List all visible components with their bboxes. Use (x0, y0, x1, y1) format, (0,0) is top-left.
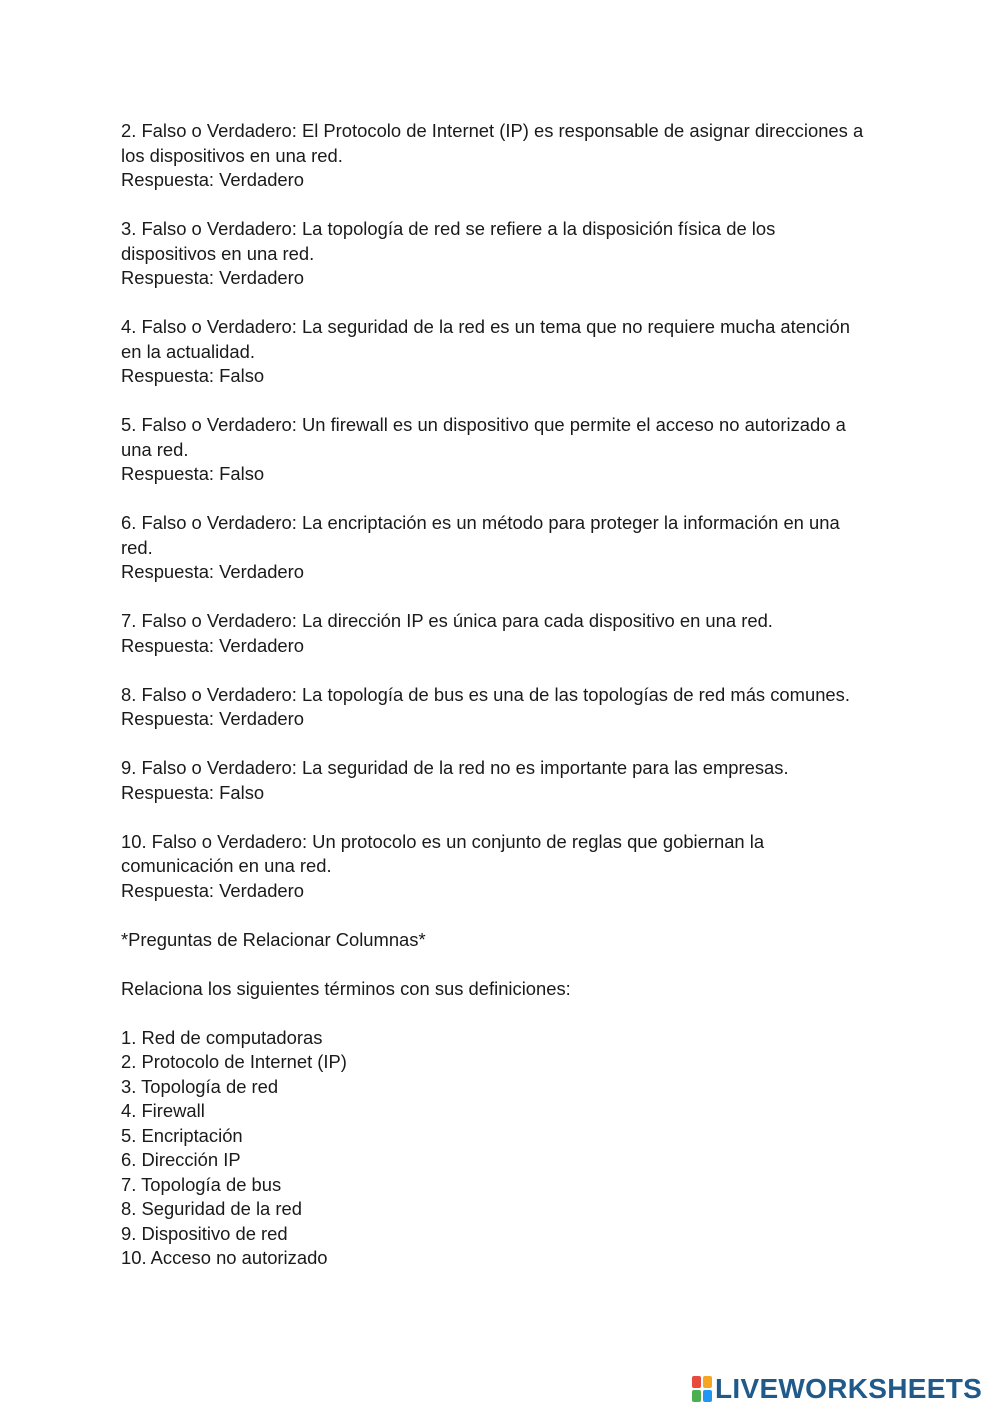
question-2 (121, 119, 881, 193)
question-10 (121, 830, 881, 904)
question-text-line: 3. Falso o Verdadero: La topología de red se refiere a la disposición física de los (121, 218, 776, 239)
question-text-line: dispositivos en una red. (121, 242, 315, 264)
question-7 (121, 609, 881, 658)
list-item: 9. Dispositivo de red (121, 1222, 288, 1244)
answer-text: Respuesta: Verdadero (121, 708, 305, 729)
section-heading (121, 928, 881, 953)
logo-tile (703, 1376, 712, 1388)
instruction-text: Relaciona los siguientes términos con sus definiciones: (121, 977, 571, 999)
question-5 (121, 413, 881, 487)
question-6 (121, 511, 881, 585)
question-text-line: 9. Falso o Verdadero: La seguridad de la red no es importante para las empresas. (121, 757, 789, 778)
question-8 (121, 683, 881, 732)
answer-text: Respuesta: Falso (121, 365, 265, 386)
question-3 (121, 217, 881, 291)
answer-text: Respuesta: Verdadero (121, 561, 305, 582)
list-item: 1. Red de computadoras (121, 1026, 323, 1048)
question-text-line: 5. Falso o Verdadero: Un firewall es un dispositivo que permite el acceso no autorizado a (121, 414, 846, 435)
brand-name: LIVEWORKSHEETS (715, 1373, 983, 1404)
answer-text: Respuesta: Verdadero (121, 267, 305, 288)
section-heading-text: *Preguntas de Relacionar Columnas* (121, 928, 426, 950)
question-text-line: 7. Falso o Verdadero: La dirección IP es única para cada dispositivo en una red. (121, 610, 773, 631)
question-text-line: en la actualidad. (121, 340, 255, 362)
list-item: 3. Topología de red (121, 1075, 279, 1097)
question-text-line: red. (121, 536, 153, 558)
question-text-line: 2. Falso o Verdadero: El Protocolo de Internet (IP) es responsable de asignar direcciones a (121, 120, 864, 141)
list-item: 5. Encriptación (121, 1124, 243, 1146)
answer-text: Respuesta: Falso (121, 463, 265, 484)
question-9 (121, 756, 881, 805)
logo-tile (692, 1376, 701, 1388)
answer-text: Respuesta: Verdadero (121, 169, 305, 190)
list-item: 2. Protocolo de Internet (IP) (121, 1051, 347, 1072)
question-text-line: 8. Falso o Verdadero: La topología de bus es una de las topologías de red más comunes. (121, 683, 850, 705)
list-item: 8. Seguridad de la red (121, 1198, 302, 1219)
logo-tile (692, 1390, 701, 1402)
list-item: 10. Acceso no autorizado (121, 1247, 328, 1268)
list-item: 4. Firewall (121, 1100, 205, 1121)
question-text-line: 4. Falso o Verdadero: La seguridad de la red es un tema que no requiere mucha atención (121, 316, 850, 337)
logo-tile (703, 1390, 712, 1402)
question-text-line: los dispositivos en una red. (121, 144, 343, 166)
answer-text: Respuesta: Falso (121, 781, 265, 803)
list-item: 6. Dirección IP (121, 1149, 241, 1170)
answer-text: Respuesta: Verdadero (121, 879, 305, 901)
list-item: 7. Topología de bus (121, 1173, 282, 1195)
liveworksheets-brand (692, 1374, 982, 1404)
terms-list (121, 1026, 881, 1271)
instruction (121, 977, 881, 1002)
liveworksheets-logo-icon (692, 1376, 712, 1402)
question-4 (121, 315, 881, 389)
question-text-line: una red. (121, 438, 189, 460)
question-text-line: comunicación en una red. (121, 855, 332, 876)
question-text-line: 10. Falso o Verdadero: Un protocolo es un conjunto de reglas que gobiernan la (121, 830, 765, 852)
worksheet-page (121, 119, 881, 1271)
question-text-line: 6. Falso o Verdadero: La encriptación es un método para proteger la información en una (121, 512, 840, 533)
answer-text: Respuesta: Verdadero (121, 634, 305, 656)
